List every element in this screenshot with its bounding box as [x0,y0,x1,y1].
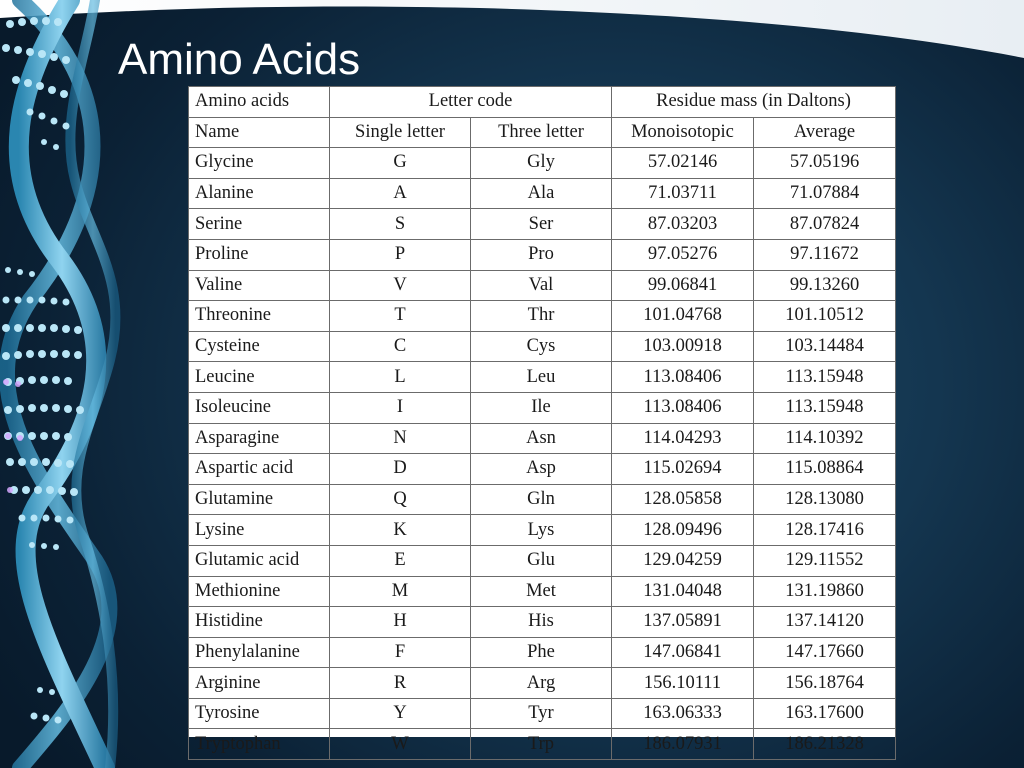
cell-single-letter: V [330,270,471,301]
cell-monoisotopic: 101.04768 [612,301,754,332]
cell-monoisotopic: 113.08406 [612,362,754,393]
table-row [189,545,896,576]
table-row [189,698,896,729]
table-row [189,729,896,760]
cell-name: Serine [189,209,330,240]
table-row [189,484,896,515]
cell-single-letter: N [330,423,471,454]
header-amino-acids: Amino acids [189,87,330,118]
cell-single-letter: P [330,239,471,270]
cell-monoisotopic: 186.07931 [612,729,754,760]
cell-name: Leucine [189,362,330,393]
cell-three-letter: Met [471,576,612,607]
cell-single-letter: S [330,209,471,240]
cell-monoisotopic: 113.08406 [612,392,754,423]
cell-three-letter: Cys [471,331,612,362]
cell-three-letter: Lys [471,515,612,546]
table-row [189,270,896,301]
table-row [189,178,896,209]
cell-single-letter: G [330,148,471,179]
cell-three-letter: Ala [471,178,612,209]
table-row [189,454,896,485]
cell-average: 131.19860 [754,576,896,607]
cell-average: 129.11552 [754,545,896,576]
cell-monoisotopic: 99.06841 [612,270,754,301]
cell-three-letter: Asn [471,423,612,454]
cell-single-letter: T [330,301,471,332]
cell-name: Threonine [189,301,330,332]
cell-three-letter: Tyr [471,698,612,729]
cell-name: Tryptophan [189,729,330,760]
slide-title: Amino Acids [118,35,361,84]
cell-name: Methionine [189,576,330,607]
cell-monoisotopic: 163.06333 [612,698,754,729]
subheader-name: Name [189,117,330,148]
table-row [189,331,896,362]
subheader-three-letter: Three letter [471,117,612,148]
cell-single-letter: Q [330,484,471,515]
cell-monoisotopic: 57.02146 [612,148,754,179]
table-row [189,209,896,240]
cell-average: 128.13080 [754,484,896,515]
cell-three-letter: Gly [471,148,612,179]
cell-single-letter: W [330,729,471,760]
group-header-row [189,87,896,118]
table-row [189,668,896,699]
cell-single-letter: M [330,576,471,607]
header-residue-mass: Residue mass (in Daltons) [612,87,896,118]
cell-single-letter: L [330,362,471,393]
cell-three-letter: Arg [471,668,612,699]
cell-three-letter: Pro [471,239,612,270]
cell-name: Glycine [189,148,330,179]
cell-name: Aspartic acid [189,454,330,485]
cell-three-letter: Phe [471,637,612,668]
cell-average: 99.13260 [754,270,896,301]
cell-monoisotopic: 128.09496 [612,515,754,546]
cell-three-letter: Leu [471,362,612,393]
cell-monoisotopic: 137.05891 [612,607,754,638]
cell-three-letter: Glu [471,545,612,576]
cell-average: 186.21328 [754,729,896,760]
cell-three-letter: Trp [471,729,612,760]
table-row [189,515,896,546]
cell-three-letter: Ile [471,392,612,423]
cell-name: Cysteine [189,331,330,362]
table-row [189,576,896,607]
cell-three-letter: Asp [471,454,612,485]
cell-three-letter: Ser [471,209,612,240]
table-row [189,637,896,668]
cell-average: 156.18764 [754,668,896,699]
cell-monoisotopic: 71.03711 [612,178,754,209]
cell-monoisotopic: 128.05858 [612,484,754,515]
cell-name: Valine [189,270,330,301]
cell-monoisotopic: 129.04259 [612,545,754,576]
cell-average: 115.08864 [754,454,896,485]
cell-single-letter: D [330,454,471,485]
cell-single-letter: I [330,392,471,423]
cell-average: 113.15948 [754,362,896,393]
cell-single-letter: H [330,607,471,638]
cell-average: 114.10392 [754,423,896,454]
cell-single-letter: E [330,545,471,576]
cell-average: 97.11672 [754,239,896,270]
cell-three-letter: His [471,607,612,638]
cell-average: 137.14120 [754,607,896,638]
subheader-monoisotopic: Monoisotopic [612,117,754,148]
cell-single-letter: C [330,331,471,362]
cell-three-letter: Gln [471,484,612,515]
cell-average: 163.17600 [754,698,896,729]
table-body [189,87,896,760]
cell-average: 147.17660 [754,637,896,668]
cell-name: Glutamic acid [189,545,330,576]
cell-name: Proline [189,239,330,270]
cell-monoisotopic: 103.00918 [612,331,754,362]
cell-name: Tyrosine [189,698,330,729]
cell-monoisotopic: 97.05276 [612,239,754,270]
table-row [189,607,896,638]
cell-monoisotopic: 87.03203 [612,209,754,240]
subheader-average: Average [754,117,896,148]
cell-single-letter: Y [330,698,471,729]
cell-average: 103.14484 [754,331,896,362]
amino-acid-table [188,86,896,760]
cell-average: 71.07884 [754,178,896,209]
cell-three-letter: Thr [471,301,612,332]
cell-average: 101.10512 [754,301,896,332]
cell-monoisotopic: 115.02694 [612,454,754,485]
cell-monoisotopic: 131.04048 [612,576,754,607]
cell-single-letter: R [330,668,471,699]
cell-name: Isoleucine [189,392,330,423]
dna-helix-decoration [0,0,190,768]
cell-single-letter: F [330,637,471,668]
table-row [189,423,896,454]
cell-name: Glutamine [189,484,330,515]
header-letter-code: Letter code [330,87,612,118]
table-row [189,148,896,179]
cell-average: 113.15948 [754,392,896,423]
table-row [189,362,896,393]
cell-monoisotopic: 147.06841 [612,637,754,668]
amino-acid-table-container [188,86,895,754]
cell-name: Lysine [189,515,330,546]
subheader-single-letter: Single letter [330,117,471,148]
cell-name: Histidine [189,607,330,638]
table-row [189,392,896,423]
cell-average: 87.07824 [754,209,896,240]
cell-monoisotopic: 156.10111 [612,668,754,699]
cell-name: Asparagine [189,423,330,454]
cell-three-letter: Val [471,270,612,301]
cell-name: Alanine [189,178,330,209]
sub-header-row [189,117,896,148]
cell-single-letter: K [330,515,471,546]
cell-monoisotopic: 114.04293 [612,423,754,454]
cell-name: Arginine [189,668,330,699]
cell-average: 57.05196 [754,148,896,179]
table-row [189,301,896,332]
cell-average: 128.17416 [754,515,896,546]
cell-single-letter: A [330,178,471,209]
table-row [189,239,896,270]
cell-name: Phenylalanine [189,637,330,668]
